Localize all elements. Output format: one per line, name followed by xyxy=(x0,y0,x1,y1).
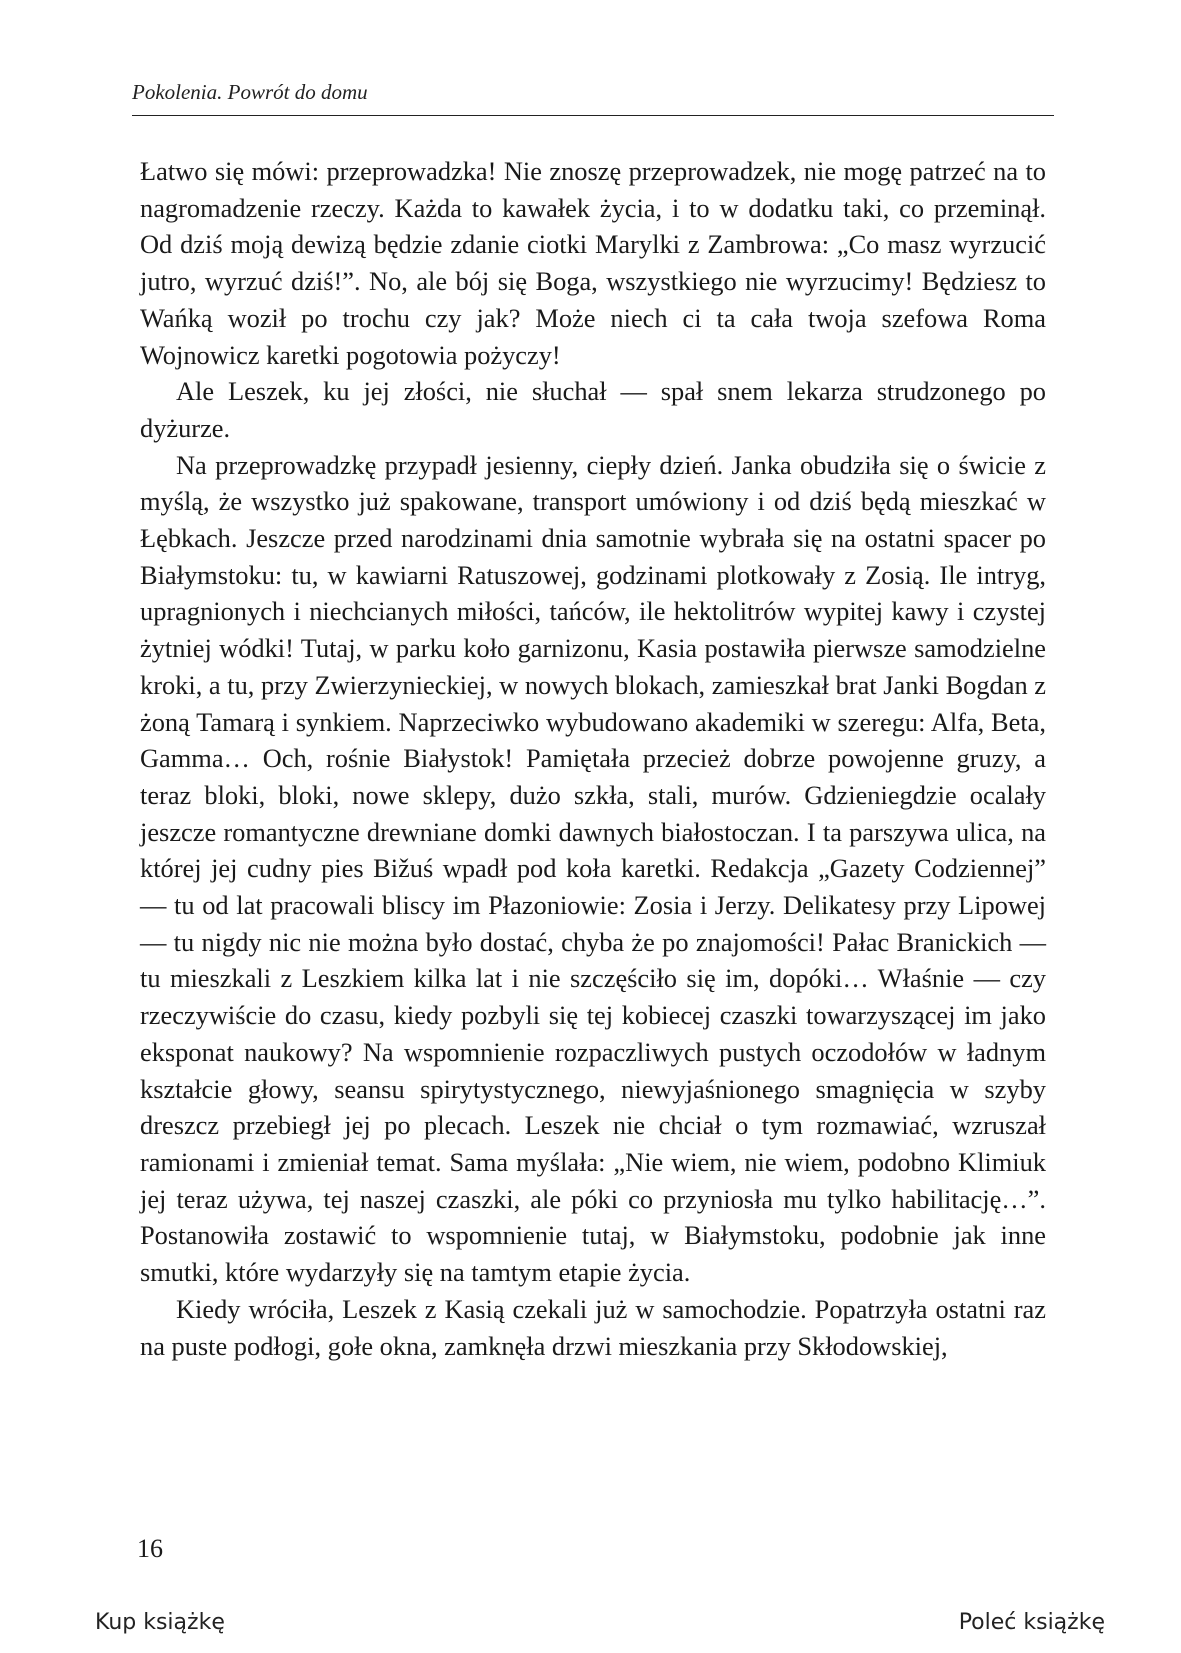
buy-book-link[interactable]: Kup książkę xyxy=(95,1610,225,1635)
recommend-book-link[interactable]: Poleć książkę xyxy=(958,1610,1105,1635)
page-number: 16 xyxy=(137,1534,163,1563)
running-header: Pokolenia. Powrót do domu xyxy=(132,80,368,104)
body-text xyxy=(140,153,1046,1364)
paragraph-1: Łatwo się mówi: przeprowadzka! Nie znoszę przeprowadzek, nie mogę patrzeć na to nagromadzenie rzeczy. Każda to kawałek życia, i to w dodatku taki, co przeminął. Od dziś moją dewizą będzie zdanie ciotki Marylki z Zambrowa: „Co masz wyrzucić jutro, wyrzuć dziś!”. No, ale bój się Boga, wszystkiego nie wyrzucimy! Będziesz to Wańką woził po trochu czy jak? Może niech ci ta cała twoja szefowa Roma Wojnowicz karetki pogotowia pożyczy! xyxy=(140,156,1046,370)
header-rule xyxy=(132,115,1054,116)
paragraph-4: Kiedy wróciła, Leszek z Kasią czekali już w samochodzie. Popatrzyła ostatni raz na puste podłogi, gołe okna, zamknęła drzwi mieszkania przy Skłodowskiej, xyxy=(140,1293,1046,1361)
paragraph-3: Na przeprowadzkę przypadł jesienny, ciepły dzień. Janka obudziła się o świcie z myślą, że wszystko już spakowane, transport umówiony i od dziś będą mieszkać w Łębkach. Jeszcze przed narodzinami dnia samotnie wybrała się na ostatni spacer po Białymstoku: tu, w kawiarni Ratuszowej, godzinami plotkowały z Zosią. Ile intryg, upragnionych i niechcianych miłości, tańców, ile hektolitrów wypitej kawy i czystej żytniej wódki! Tutaj, w parku koło garnizonu, Kasia postawiła pierwsze samodzielne kroki, a tu, przy Zwierzynieckiej, w nowych blokach, zamieszkał brat Janki Bogdan z żoną Tamarą i synkiem. Naprzeciwko wybudowano akademiki w szeregu: Alfa, Beta, Gamma… Och, rośnie Białystok! Pamiętała przecież dobrze powojenne gruzy, a teraz bloki, bloki, nowe sklepy, dużo szkła, stali, murów. Gdzieniegdzie ocalały jeszcze romantyczne drewniane domki dawnych białostoczan. I ta parszywa ulica, na której jej cudny pies Bižuś wpadł pod koła karetki. Redakcja „Gazety Codziennej” — tu od lat pracowali bliscy im Płazoniowie: Zosia i Jerzy. Delikatesy przy Lipowej — tu nigdy nic nie można było dostać, chyba że po znajomości! Pałac Branickich — tu mieszkali z Leszkiem kilka lat i nie szczęściło się im, dopóki… Właśnie — czy rzeczywiście do czasu, kiedy pozbyli się tej kobiecej czaszki towarzyszącej im jako eksponat naukowy? Na wspomnienie rozpaczliwych pustych oczodołów w ładnym kształcie głowy, seansu spirytystycznego, niewyjaśnionego smagnięcia w szyby dreszcz przebiegł jej po plecach. Leszek nie chciał o tym rozmawiać, wzruszał ramionami i zmieniał temat. Sama myślała: „Nie wiem, nie wiem, podobno Klimiuk jej teraz używa, tej naszej czaszki, ale póki co przyniosła mu tylko habilitację…”. Postanowiła zostawić to wspomnienie tutaj, w Białymstoku, podobnie jak inne smutki, które wydarzyły się na tamtym etapie życia. xyxy=(140,449,1046,1288)
paragraph-2: Ale Leszek, ku jej złości, nie słuchał — spał snem lekarza strudzonego po dyżurze. xyxy=(140,376,1046,443)
